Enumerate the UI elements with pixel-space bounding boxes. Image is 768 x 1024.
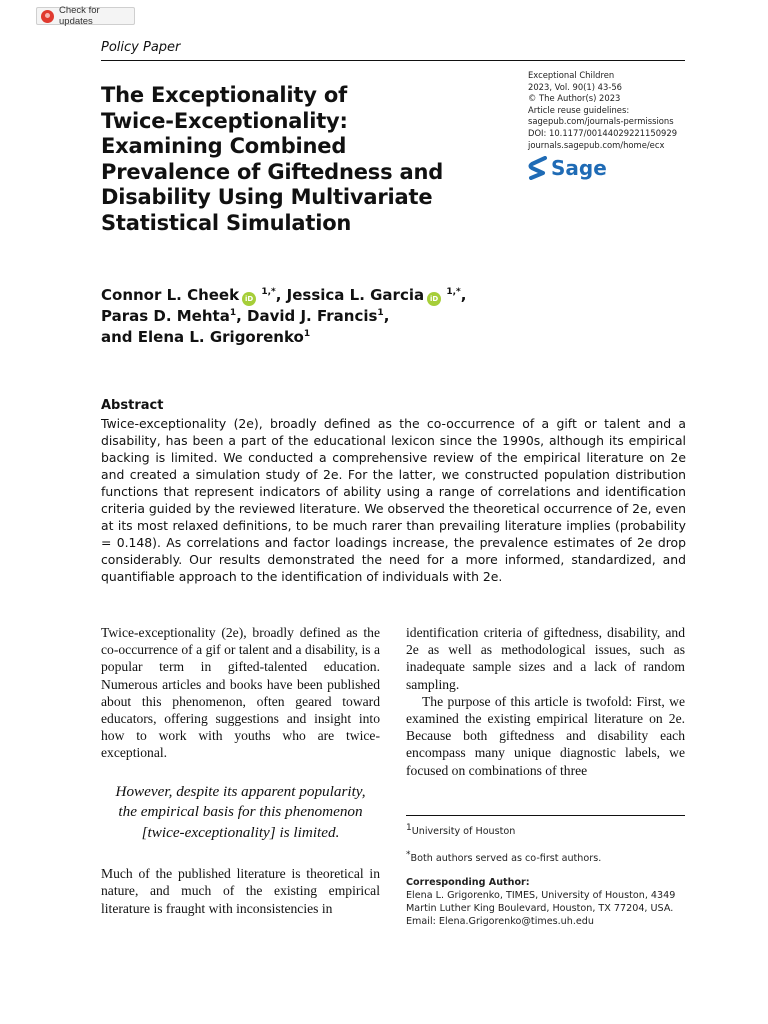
doi-link[interactable]: DOI: 10.1177/00144029221150929	[528, 127, 678, 138]
body-paragraph: The purpose of this article is twofold: First, we examined the existing empirical literature on 2e. Because both giftedness and disability each encompass many unique diagnostic labels, we focused on combinations of three	[406, 693, 685, 778]
journal-volume: 2023, Vol. 90(1) 43-56	[528, 81, 623, 92]
affiliation-mark: 1	[303, 328, 311, 339]
corresponding-email[interactable]: Email: Elena.Grigorenko@times.uh.edu	[406, 916, 594, 927]
body-column-left	[101, 624, 380, 917]
author-list: Connor L. Cheek iD $^{1,*}$, Jessica L. Garcia iD $^{1,*}$, Paras D. Mehta$^1$, David J. Francis$^1$, and Elena L. Grigorenko$^1$	[101, 286, 467, 346]
author-name[interactable]: Elena L. Grigorenko	[137, 327, 304, 346]
article-type-label: Policy Paper	[101, 40, 181, 55]
affiliation-footnote	[406, 822, 696, 838]
author-name[interactable]: Jessica L. Garcia	[286, 286, 425, 304]
author-name[interactable]: David J. Francis	[247, 307, 378, 325]
title-line: Disability Using Multivariate	[101, 185, 433, 210]
co-first-text: Both authors served as co-first authors.	[410, 853, 602, 864]
orcid-icon[interactable]: iD	[242, 292, 256, 306]
article-title	[101, 83, 521, 237]
sage-wordmark: Sage	[551, 156, 607, 180]
co-first-mark: *	[456, 287, 461, 297]
affiliation-mark: 1	[261, 287, 268, 297]
title-line: Statistical Simulation	[101, 210, 352, 235]
orcid-icon[interactable]: iD	[427, 292, 441, 306]
check-for-updates-label: Check for updates	[59, 5, 100, 27]
co-first-footnote	[406, 849, 696, 865]
corresponding-heading: Corresponding Author:	[406, 877, 530, 888]
author-name[interactable]: Connor L. Cheek	[101, 286, 240, 304]
body-paragraph: Much of the published literature is theoretical in nature, and much of the existing empirical literature is fraught with inconsistencies in	[101, 866, 380, 916]
affiliation-mark: 1	[406, 822, 412, 833]
check-for-updates-button[interactable]	[36, 7, 135, 25]
abstract-text: Twice-exceptionality (2e), broadly defined as the co-occurrence of a gift or talent and a disability, has been a part of the educational lexicon since the 1990s, although its empirical backing is limited. We conducted a comprehensive review of the empirical literature on 2e and created a simulation study of 2e. For the latter, we constructed population distribution functions that represent indicators of ability using a range of correlations and identification criteria guided by the reviewed literature. We observed the theoretical occurrence of 2e, even at its most relaxed definitions, to be much rarer than prevailing literature implies (probability = 0.148). As correlations and factor loadings increase, the prevalence estimates of 2e drop considerably. Our results demonstrated the need for a more informed, standardized, and quantifiable approach to the identification of individuals with 2e.	[101, 416, 686, 584]
affiliation-mark: 1	[377, 308, 384, 318]
title-line: The Exceptionality of	[101, 83, 348, 107]
title-line: Prevalence of Giftedness and	[101, 159, 444, 184]
footnote-rule	[406, 815, 685, 816]
author-name[interactable]: Paras D. Mehta	[101, 307, 230, 325]
title-line: Twice-Exceptionality:	[101, 108, 348, 133]
corresponding-line: Elena L. Grigorenko, TIMES, University of Houston, 4349	[406, 890, 676, 901]
and-word: and	[101, 327, 133, 346]
affiliation-mark: 1	[446, 287, 453, 297]
affiliation-text: University of Houston	[411, 826, 516, 837]
corresponding-author	[406, 876, 696, 928]
body-paragraph: identification criteria of giftedness, disability, and 2e as well as methodological issues, such as inadequate sample sizes and a lack of random sampling.	[406, 625, 685, 692]
copyright: © The Author(s) 2023	[528, 93, 621, 104]
sage-logo	[528, 156, 607, 180]
co-first-mark: *	[406, 849, 411, 860]
body-column-right	[406, 624, 685, 779]
body-paragraph: Twice-exceptionality (2e), broadly defined as the co-occurrence of a gif or talent and a disability, is a popular term in gifted-talented education. Numerous articles and books have been published about this phenomenon, often geared toward educators, offering suggestions and insight into how to work with youths who are twice-exceptional.	[101, 625, 380, 761]
co-first-mark: *	[271, 287, 276, 297]
journal-info	[528, 70, 698, 151]
reuse-label: Article reuse guidelines:	[528, 104, 630, 115]
journal-name: Exceptional Children	[528, 70, 615, 80]
title-line: Examining Combined	[101, 134, 347, 159]
corresponding-line: Martin Luther King Boulevard, Houston, TX 77204, USA.	[406, 903, 674, 914]
update-badge-icon	[41, 10, 54, 23]
header-rule	[101, 60, 685, 61]
abstract-heading: Abstract	[101, 398, 164, 413]
journal-home-link[interactable]: journals.sagepub.com/home/ecx	[528, 139, 665, 150]
reuse-link[interactable]: sagepub.com/journals-permissions	[528, 116, 674, 127]
sage-s-icon	[528, 156, 548, 180]
pull-quote: However, despite its apparent popularity, the empirical basis for this phenomenon [twice-exceptionality] is limited.	[115, 782, 366, 841]
affiliation-mark: 1	[229, 308, 237, 318]
